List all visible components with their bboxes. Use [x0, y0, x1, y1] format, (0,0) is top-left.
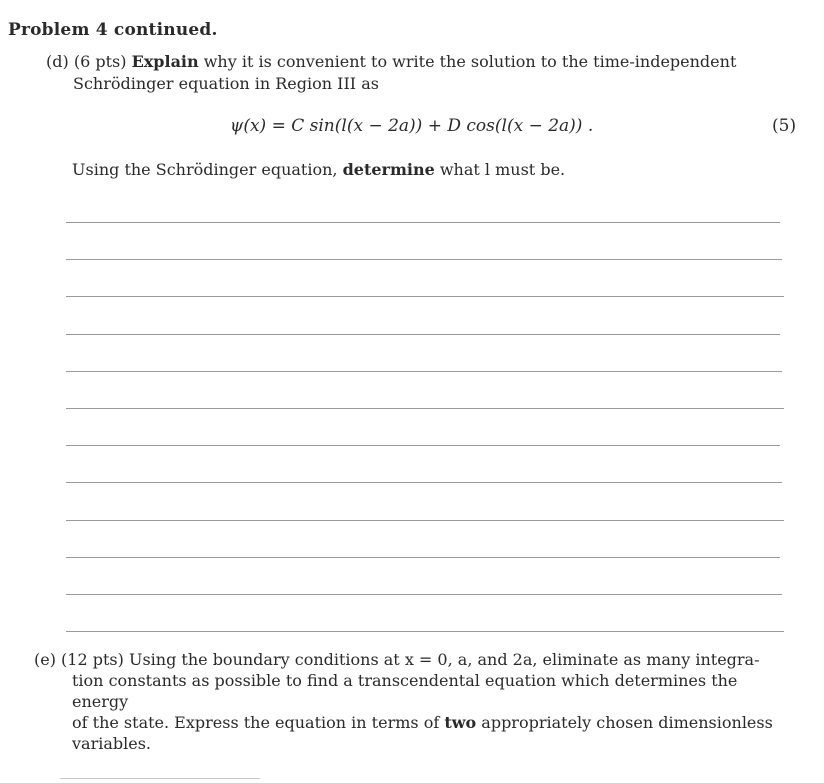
answer-line — [66, 594, 782, 595]
answer-line — [66, 557, 780, 558]
part-e-text-3b: appropriately chosen dimensionless — [481, 713, 773, 732]
answer-line — [66, 408, 784, 409]
answer-line — [66, 445, 780, 446]
part-d-instruction — [72, 160, 565, 179]
answer-line — [66, 334, 780, 335]
part-d-label: (d) — [46, 52, 69, 71]
answer-line — [66, 482, 782, 483]
answer-line — [66, 222, 780, 223]
equation-formula: ψ(x) = C sin(l(x − 2a)) + D cos(l(x − 2a)) . — [230, 116, 594, 136]
part-d-verb: Explain — [131, 52, 199, 71]
part-e-bold-two: two — [444, 713, 477, 732]
part-e-line-4: variables. — [72, 734, 152, 753]
part-d-line-2: Schrödinger equation in Region III as — [73, 74, 379, 93]
answer-line — [66, 371, 782, 372]
part-d-line-1 — [46, 51, 806, 73]
part-e-line-2: tion constants as possible to find a transcendental equation which determines the energy — [72, 671, 738, 711]
part-e-label: (e) — [34, 650, 56, 669]
answer-line — [66, 259, 782, 260]
answer-line — [66, 296, 784, 297]
equation-number: (5) — [772, 116, 797, 136]
problem-heading: Problem 4 continued. — [8, 20, 218, 40]
part-d — [46, 51, 806, 95]
instruction-start: Using the Schrödinger equation, — [72, 160, 338, 179]
part-e-text-1: Using the boundary conditions at x = 0, a, and 2a, eliminate as many integra- — [128, 650, 760, 669]
part-e-line-1 — [34, 649, 786, 670]
part-e-line-3 — [34, 712, 786, 733]
part-e-points: (12 pts) — [61, 650, 124, 669]
instruction-bold: determine — [342, 160, 435, 179]
part-d-text-1: why it is convenient to write the solution to the time-independent — [203, 52, 737, 71]
bottom-answer-line — [60, 778, 260, 779]
part-e-text-3a: of the state. Express the equation in terms of — [72, 713, 440, 732]
answer-line — [66, 520, 784, 521]
answer-line — [66, 631, 784, 632]
instruction-end: what l must be. — [439, 160, 566, 179]
part-d-points: (6 pts) — [73, 52, 127, 71]
part-e — [34, 649, 786, 754]
